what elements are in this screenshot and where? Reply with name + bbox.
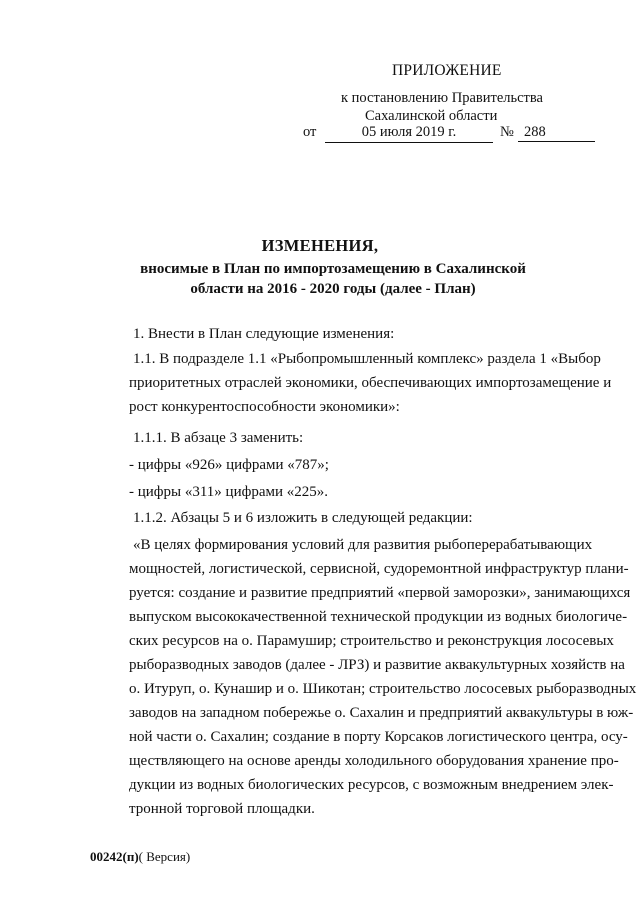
appendix-title: ПРИЛОЖЕНИЕ (392, 62, 502, 79)
subtitle-line: вносимые в План по импортозамещению в Сахалинской (140, 261, 526, 277)
document-code: 00242(п) (90, 849, 139, 864)
document-version: ( Версия) (138, 849, 191, 864)
paragraph-line: рыборазводных заводов (далее - ЛРЗ) и развитие аквакультурных хозяйств на (129, 657, 625, 673)
paragraph-line: «В целях формирования условий для развития рыбоперерабатывающих (133, 537, 593, 553)
document-subtitle (120, 259, 546, 299)
appendix-region-line: Сахалинской области (365, 108, 498, 124)
paragraph-line: ной части о. Сахалин; создание в порту Корсаков логистического центра, осу- (129, 729, 628, 745)
paragraph-line: ских ресурсов на о. Парамушир; строительство и реконструкция лососевых (129, 633, 614, 649)
resolution-date: 05 июля 2019 г. (325, 124, 493, 143)
resolution-number: 288 (518, 124, 595, 142)
document-footer (90, 849, 190, 865)
paragraph-1: 1. Внести в План следующие изменения: (133, 326, 395, 342)
paragraph-line: выпуском высококачественной технической продукции из водных биологиче- (129, 609, 628, 625)
replacement-item-2: - цифры «311» цифрами «225». (129, 484, 328, 500)
paragraph-line: рост конкурентоспособности экономики»: (129, 399, 400, 415)
paragraph-line: приоритетных отраслей экономики, обеспечивающих импортозамещение и (129, 375, 612, 391)
quoted-paragraph (129, 533, 637, 821)
date-prefix: от (303, 124, 317, 140)
paragraph-line: мощностей, логистической, сервисной, судоремонтной инфраструктур плани- (129, 561, 629, 577)
paragraph-line: о. Итуруп, о. Кунашир и о. Шикотан; строительство лососевых рыборазводных (129, 681, 637, 697)
paragraph-line: 1.1. В подразделе 1.1 «Рыбопромышленный комплекс» раздела 1 «Выбор (133, 351, 601, 367)
paragraph-1-1 (129, 347, 612, 419)
paragraph-1-1-2: 1.1.2. Абзацы 5 и 6 изложить в следующей редакции: (133, 510, 473, 526)
paragraph-line: дукции из водных биологических ресурсов, с возможным внедрением элек- (129, 777, 614, 793)
replacement-item-1: - цифры «926» цифрами «787»; (129, 457, 329, 473)
paragraph-line: ществляющего на основе аренды холодильного оборудования хранение про- (129, 753, 619, 769)
paragraph-line: заводов на западном побережье о. Сахалин и предприятий аквакультуры в юж- (129, 705, 634, 721)
paragraph-line: руется: создание и развитие предприятий «первой заморозки», занимающихся (129, 585, 631, 601)
number-sign: № (500, 124, 514, 140)
subtitle-line: области на 2016 - 2020 годы (далее - План) (190, 281, 476, 297)
paragraph-line: тронной торговой площадки. (129, 801, 315, 817)
appendix-reference-line: к постановлению Правительства (341, 90, 543, 106)
document-heading: ИЗМЕНЕНИЯ, (261, 236, 379, 255)
paragraph-1-1-1: 1.1.1. В абзаце 3 заменить: (133, 430, 304, 446)
